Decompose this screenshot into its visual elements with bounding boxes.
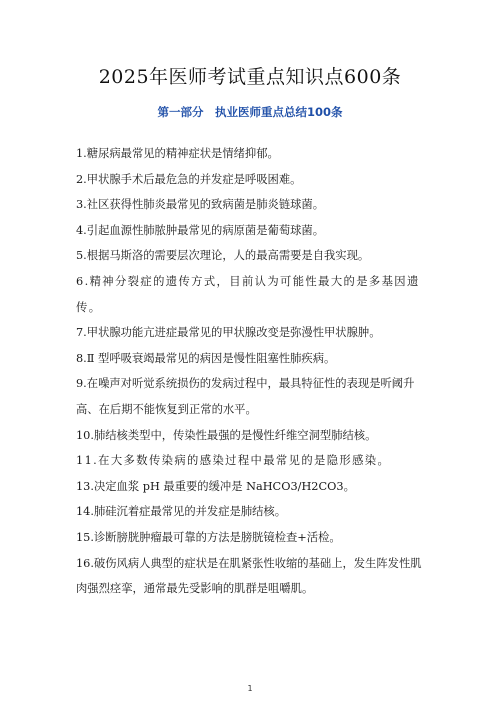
knowledge-point-list xyxy=(76,141,424,602)
list-item: 5.根据马斯洛的需要层次理论，人的最高需要是自我实现。 xyxy=(76,249,370,263)
list-item: 15.诊断膀胱肿瘤最可靠的方法是膀胱镜检查+活检。 xyxy=(76,530,341,544)
list-item: 2.甲状腺手术后最危急的并发症是呼吸困难。 xyxy=(76,172,302,186)
list-item: 9.在噪声对听觉系统损伤的发病过程中，最具特征性的表现是听阈升高、在后期不能恢复到正常的水平。 xyxy=(76,377,415,416)
section-title: 第一部分 执业医师重点总结100条 xyxy=(157,105,343,119)
page-number: 1 xyxy=(247,684,253,693)
list-item: 16.破伤风病人典型的症状是在肌紧张性收缩的基础上，发生阵发性肌肉强烈痉挛，通常最先受影响的肌群是咀嚼肌。 xyxy=(76,556,422,596)
list-item: 8.Ⅱ 型呼吸衰竭最常见的病因是慢性阻塞性肺疾病。 xyxy=(76,351,336,365)
list-item: 7.甲状腺功能亢进症最常见的甲状腺改变是弥漫性甲状腺肿。 xyxy=(76,326,381,340)
list-item: 13.决定血浆 pH 最重要的缓冲是 NaHCO3/H2CO3。 xyxy=(76,479,355,493)
list-item: 11.在大多数传染病的感染过程中最常见的是隐形感染。 xyxy=(76,454,391,468)
document-title: 2025年医师考试重点知识点600条 xyxy=(98,66,402,88)
list-item: 1.糖尿病最常见的精神症状是情绪抑郁。 xyxy=(76,147,279,160)
list-item: 10.肺结核类型中，传染性最强的是慢性纤维空洞型肺结核。 xyxy=(76,428,377,442)
list-item: 4.引起血源性肺脓肿最常见的病原菌是葡萄球菌。 xyxy=(76,223,325,237)
list-item: 3.社区获得性肺炎最常见的致病菌是肺炎链球菌。 xyxy=(76,198,325,212)
list-item: 14.肺硅沉着症最常见的并发症是肺结核。 xyxy=(76,505,287,519)
list-item: 6.精神分裂症的遗传方式，目前认为可能性最大的是多基因遗传。 xyxy=(76,274,420,314)
